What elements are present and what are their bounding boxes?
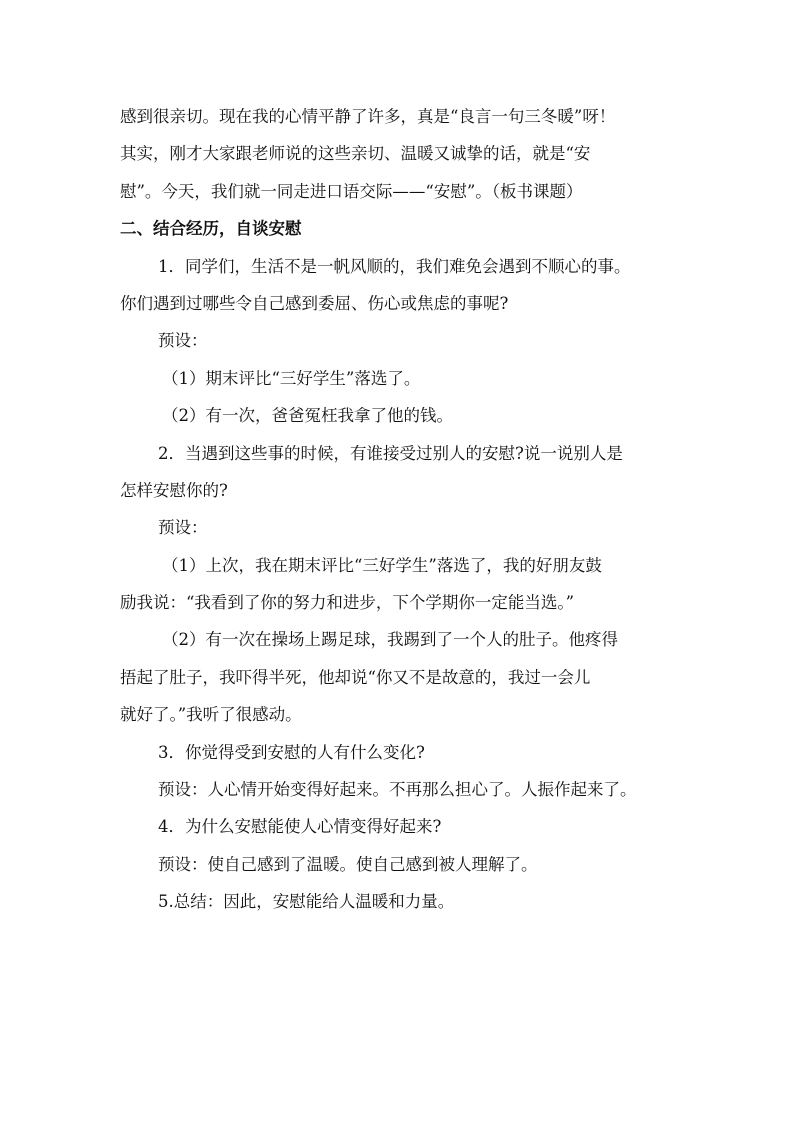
question-3: 3．你觉得受到安慰的人有什么变化? <box>158 742 425 762</box>
paragraph-line-1: 感到很亲切。现在我的心情平静了许多，真是“良言一句三冬暖”呀！ <box>120 107 616 126</box>
paragraph-line-3: 慰”。今天，我们就一同走进口语交际——“安慰”。（板书课题） <box>120 181 583 201</box>
question-1-line-1: 1．同学们，生活不是一帆风顺的，我们难免会遇到不顺心的事。 <box>158 256 631 276</box>
preset-3: 预设：人心情开始变得好起来。不再那么担心了。人振作起来了。 <box>158 780 637 800</box>
preset-2-item-1-line-1: （1）上次，我在期末评比“三好学生”落选了，我的好朋友鼓 <box>162 555 602 575</box>
preset-label-1: 预设： <box>158 331 208 351</box>
preset-2-item-2-line-2: 捂起了肚子，我吓得半死，他却说“你又不是故意的，我过一会儿 <box>120 667 591 687</box>
paragraph-line-2: 其实，刚才大家跟老师说的这些亲切、温暖又诚挚的话，就是“安 <box>120 144 591 164</box>
preset-2-item-1-line-2: 励我说：“我看到了你的努力和进步，下个学期你一定能当选。” <box>120 593 575 613</box>
preset-2-item-2-line-3: 就好了。”我听了很感动。 <box>120 705 302 725</box>
section-heading: 二、结合经历，自谈安慰 <box>120 219 302 239</box>
preset-1-item-2: （2）有一次，爸爸冤枉我拿了他的钱。 <box>162 406 453 426</box>
question-2-line-1: 2．当遇到这些事的时候，有谁接受过别人的安慰?说一说别人是 <box>158 443 623 463</box>
document-body <box>120 98 680 921</box>
preset-4: 预设：使自己感到了温暖。使自己感到被人理解了。 <box>158 854 538 874</box>
question-2-line-2: 怎样安慰你的? <box>120 480 228 500</box>
preset-1-item-1: （1）期末评比“三好学生”落选了。 <box>162 368 421 388</box>
preset-2-item-2-line-1: （2）有一次在操场上踢足球，我踢到了一个人的肚子。他疼得 <box>162 630 618 650</box>
preset-label-2: 预设： <box>158 518 208 538</box>
question-1-line-2: 你们遇到过哪些令自己感到委屈、伤心或焦虑的事呢? <box>120 293 509 313</box>
question-4: 4．为什么安慰能使人心情变得好起来? <box>158 817 442 837</box>
summary-line: 5.总结：因此，安慰能给人温暖和力量。 <box>158 892 455 912</box>
